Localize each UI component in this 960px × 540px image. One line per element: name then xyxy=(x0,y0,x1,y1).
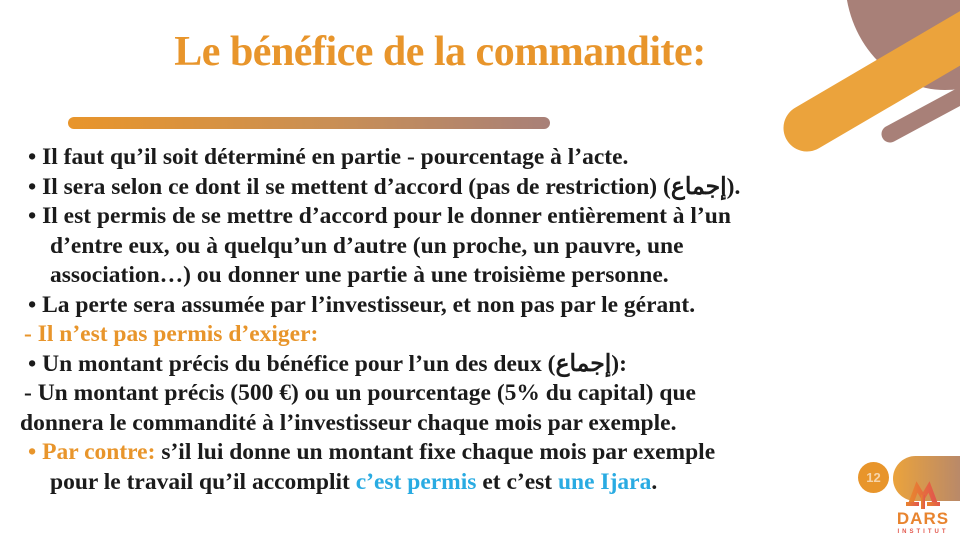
body-line xyxy=(50,232,950,262)
body-line xyxy=(50,261,950,291)
body-line xyxy=(28,143,950,173)
text-segment: . xyxy=(651,468,658,495)
text-segment: - Il n’est pas permis d’exiger: xyxy=(24,321,319,347)
body-line xyxy=(24,320,950,350)
body-line xyxy=(50,468,950,498)
text-segment: et c’est xyxy=(476,468,558,495)
text-segment: donnera le commandité à l’investisseur chaque mois par exemple. xyxy=(20,409,677,436)
title-underline-bar xyxy=(68,117,550,129)
page-number: 12 xyxy=(866,470,881,485)
text-segment: c’est permis xyxy=(355,468,477,495)
dars-logo-icon xyxy=(902,481,944,509)
body-line xyxy=(20,409,950,439)
text-segment: • La perte sera assumée par l’investisseur, et non pas par le gérant. xyxy=(28,291,696,318)
text-segment: • Un montant précis du bénéfice pour l’un des deux (إجماع): xyxy=(28,350,627,377)
text-segment: • Il est permis de se mettre d’accord pour le donner entièrement à l’un xyxy=(28,203,731,229)
body-line xyxy=(28,202,950,232)
text-segment: • Il sera selon ce dont il se mettent d’accord (pas de restriction) (إجماع). xyxy=(28,173,741,200)
body-line xyxy=(28,350,950,380)
logo-subtitle-text: INSTITUT xyxy=(897,529,949,535)
slide-title: Le bénéfice de la commandite: xyxy=(174,29,706,75)
body-line xyxy=(28,173,950,203)
body-text-block xyxy=(20,143,950,497)
text-segment: • Par contre: xyxy=(28,439,156,465)
text-segment: pour le travail qu’il accomplit xyxy=(50,468,356,495)
dars-institut-logo xyxy=(891,481,955,535)
text-segment: • Il faut qu’il soit déterminé en partie - pourcentage à l’acte. xyxy=(28,144,629,170)
text-segment: s’il lui donne un montant fixe chaque mois par exemple xyxy=(155,439,716,465)
text-segment: une Ijara xyxy=(557,468,652,495)
logo-name-text: DARS xyxy=(896,509,950,528)
body-line xyxy=(28,291,950,321)
body-line xyxy=(24,379,950,409)
body-line xyxy=(28,438,950,468)
text-segment: association…) ou donner une partie à une troisième personne. xyxy=(50,262,669,288)
text-segment: d’entre eux, ou à quelqu’un d’autre (un proche, un pauvre, une xyxy=(50,232,684,259)
text-segment: - Un montant précis (500 €) ou un pourcentage (5% du capital) que xyxy=(24,380,696,406)
